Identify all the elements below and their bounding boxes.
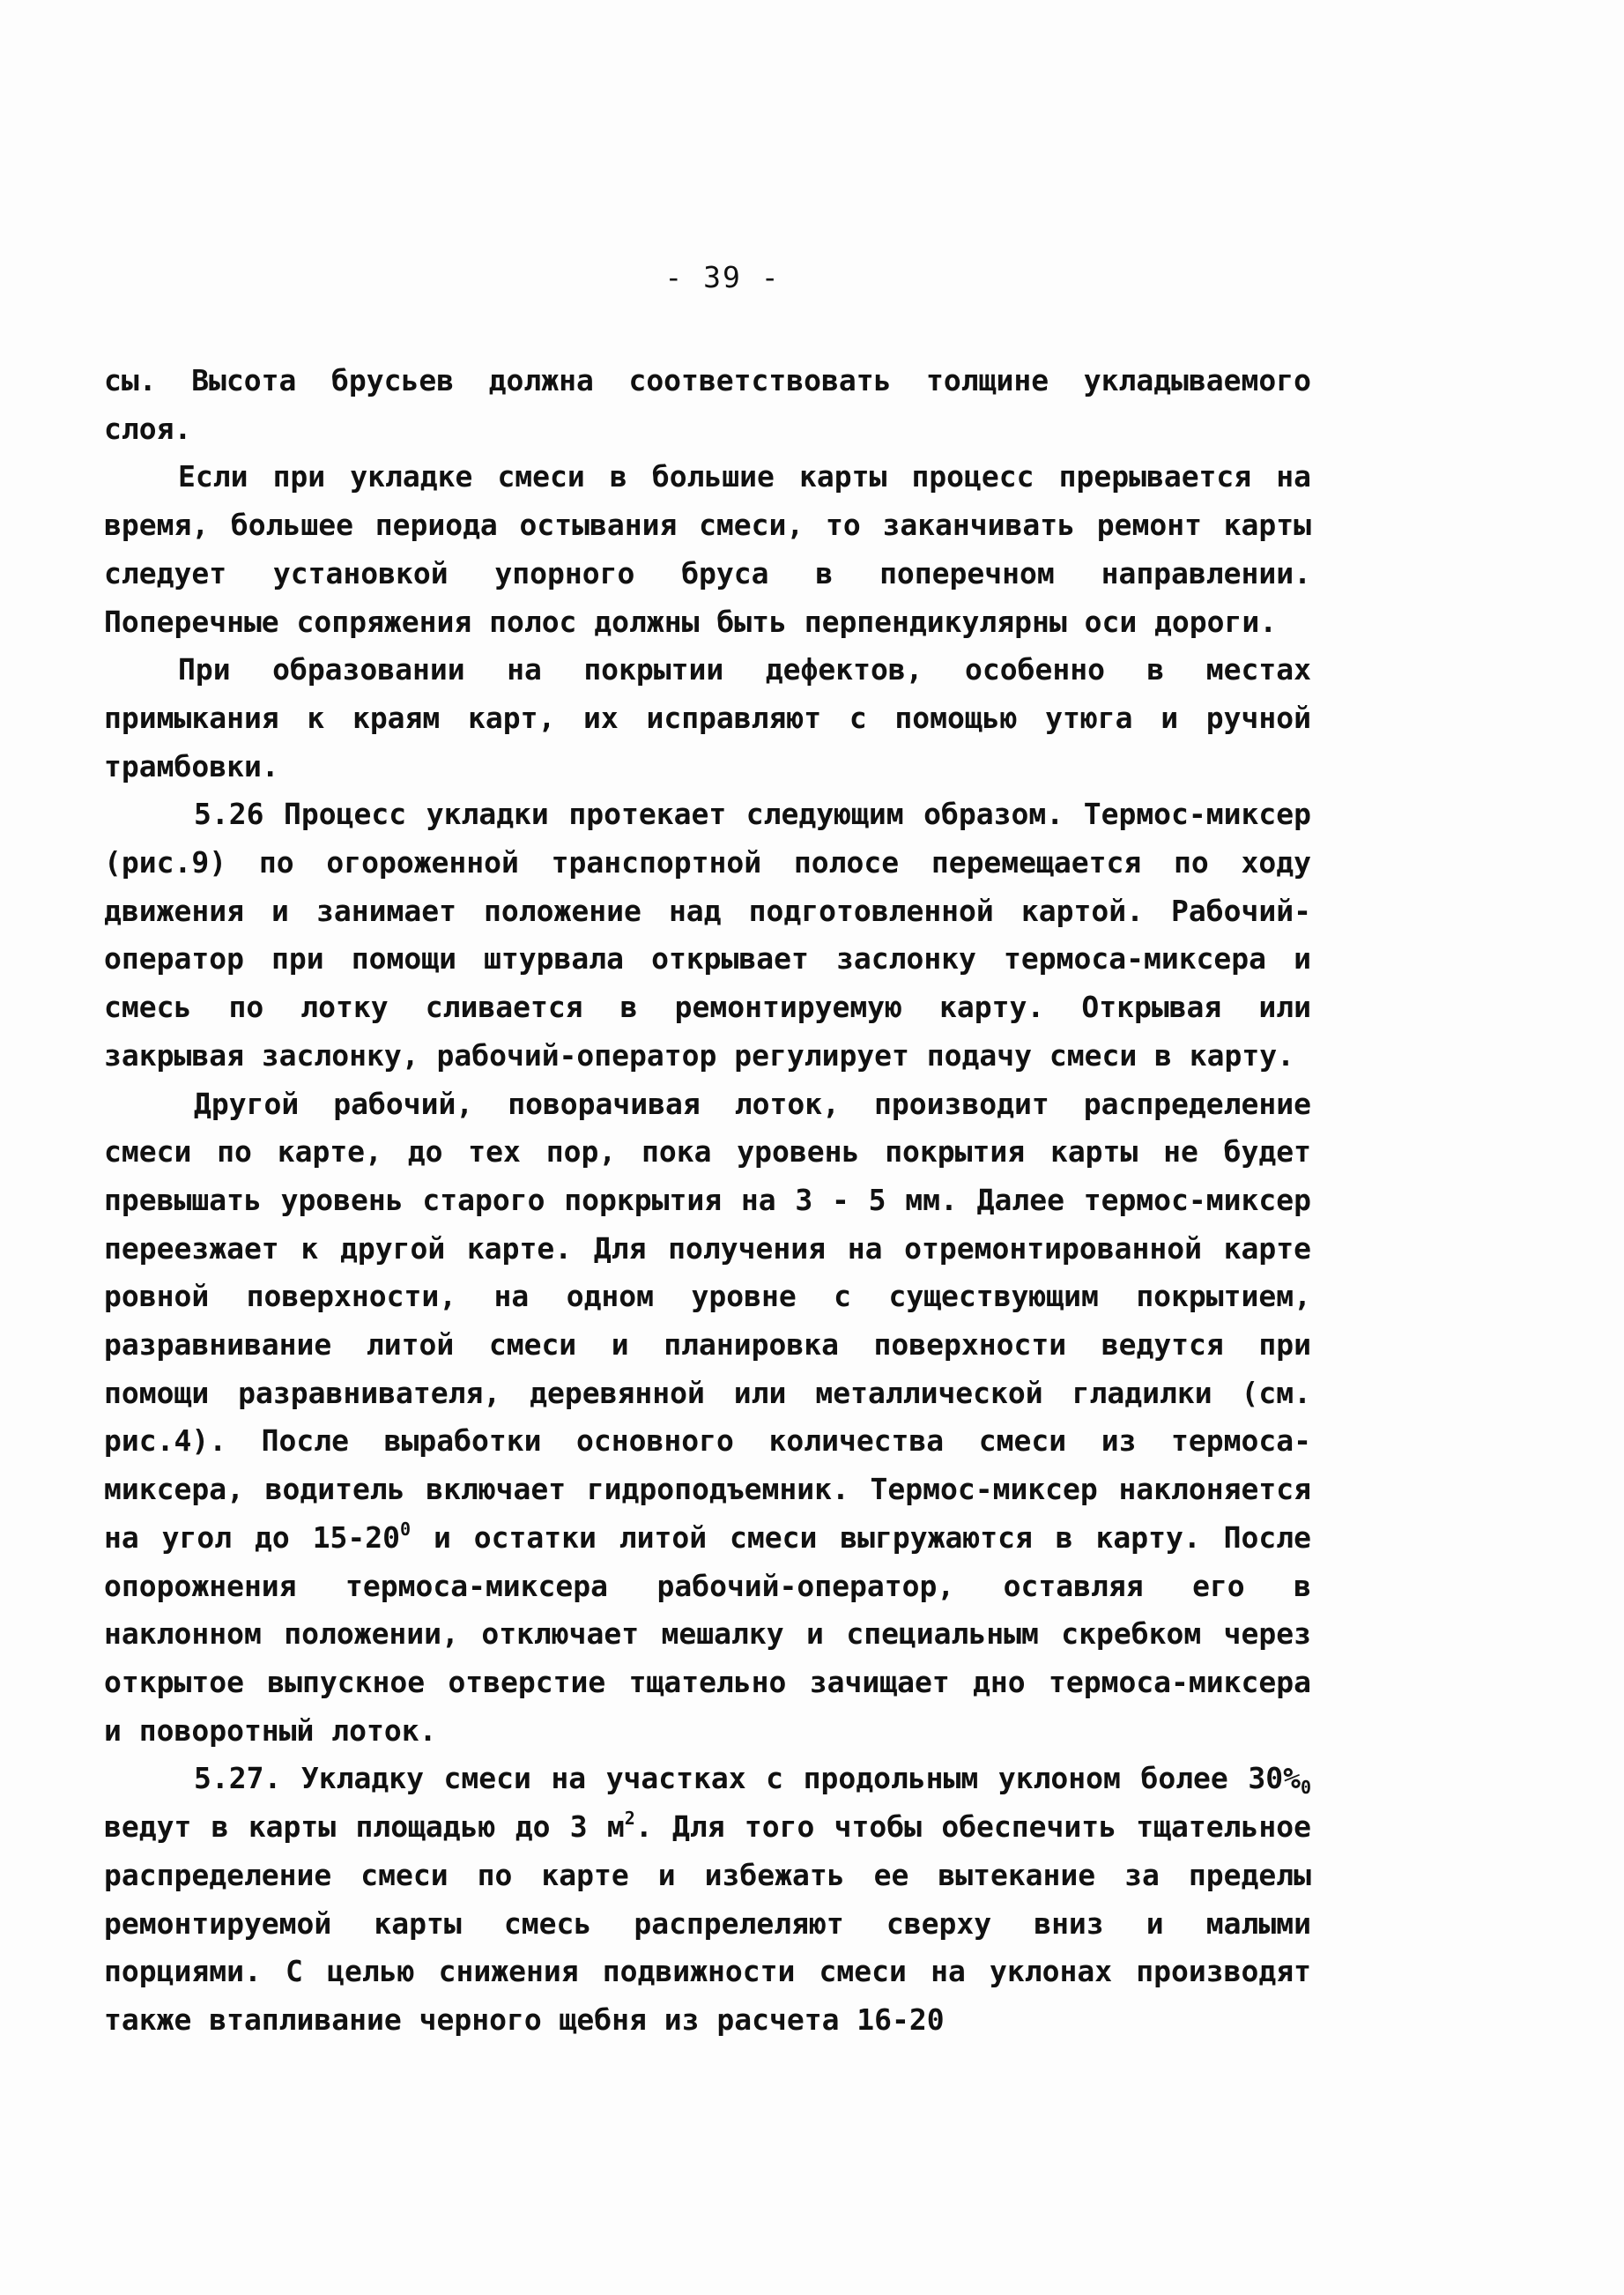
permille-subscript: 0 <box>1300 1777 1311 1799</box>
paragraph-6-part-2: ведут в карты площадью до 3 м <box>104 1809 625 1845</box>
page-number: - 39 - <box>664 260 781 294</box>
paragraph-3: При образовании на покрытии дефектов, особенно в местах примыкания к краям карт, их исправляют с помощью утюга и ручной трамбовки. <box>104 652 1311 784</box>
paragraph-6-part-1: 5.27. Укладку смеси на участках с продольным уклоном более 30% <box>194 1761 1301 1796</box>
paragraph-5-part-2: и остатки литой смеси выгружаются в карту. После опорожнения термоса-миксера рабочий-оператор, оставляя его в наклонном положении, отключает мешалку и специальным скребком через открытое выпускное отверстие тщательно зачищает дно термоса-миксера и поворотный лоток. <box>104 1519 1311 1748</box>
paragraph-5 <box>104 1081 1311 1756</box>
paragraph-6-part-3: . Для того чтобы обеспечить тщательное распределение смеси по карте и избежать ее вытекание за пределы ремонтируемой карты смесь распрелеляют сверху вниз и малыми порциями. С целью снижения подвижности смеси на уклонах производят также втапливание черного щебня из расчета 16-20 <box>104 1809 1311 2037</box>
paragraph-2: Если при укладке смеси в большие карты процесс прерывается на время, большее периода остывания смеси, то заканчивать ремонт карты следует установкой упорного бруса в поперечном направлении. Поперечные сопряжения полос должны быть перпендикулярны оси дороги. <box>104 459 1311 639</box>
degree-mark: 0 <box>400 1518 412 1540</box>
square-mark: 2 <box>624 1808 635 1830</box>
paragraph-6 <box>104 1755 1311 2044</box>
paragraph-4: 5.26 Процесс укладки протекает следующим образом. Термос-миксер (рис.9) по огороженной транспортной полосе перемещается по ходу движения и занимает положение над подготовленной картой. Рабочий-оператор при помощи штурвала открывает заслонку термоса-миксера и смесь по лотку сливается в ремонтируемую карту. Открывая или закрывая заслонку, рабочий-оператор регулирует подачу смеси в карту. <box>104 797 1311 1073</box>
paragraph-1: сы. Высота брусьев должна соответствовать толщине укладываемого слоя. <box>104 363 1311 446</box>
paragraph-5-part-1: Другой рабочий, поворачивая лоток, производит распределение смеси по карте, до тех пор, пока уровень покрытия карты не будет превышать уровень старого поркрытия на 3 - 5 мм. Далее термос-миксер переезжает к другой карте. Для получения на отремонтированной карте ровной поверхности, на одном уровне с существующим покрытием, разравнивание литой смеси и планировка поверхности ведутся при помощи разравнивателя, деревянной или металлической гладилки (см. рис.4). После выработки основного количества смеси из термоса-миксера, водитель включает гидроподъемник. Термос-миксер наклоняется на угол до 15-20 <box>104 1086 1311 1555</box>
document-body <box>104 357 1311 2045</box>
